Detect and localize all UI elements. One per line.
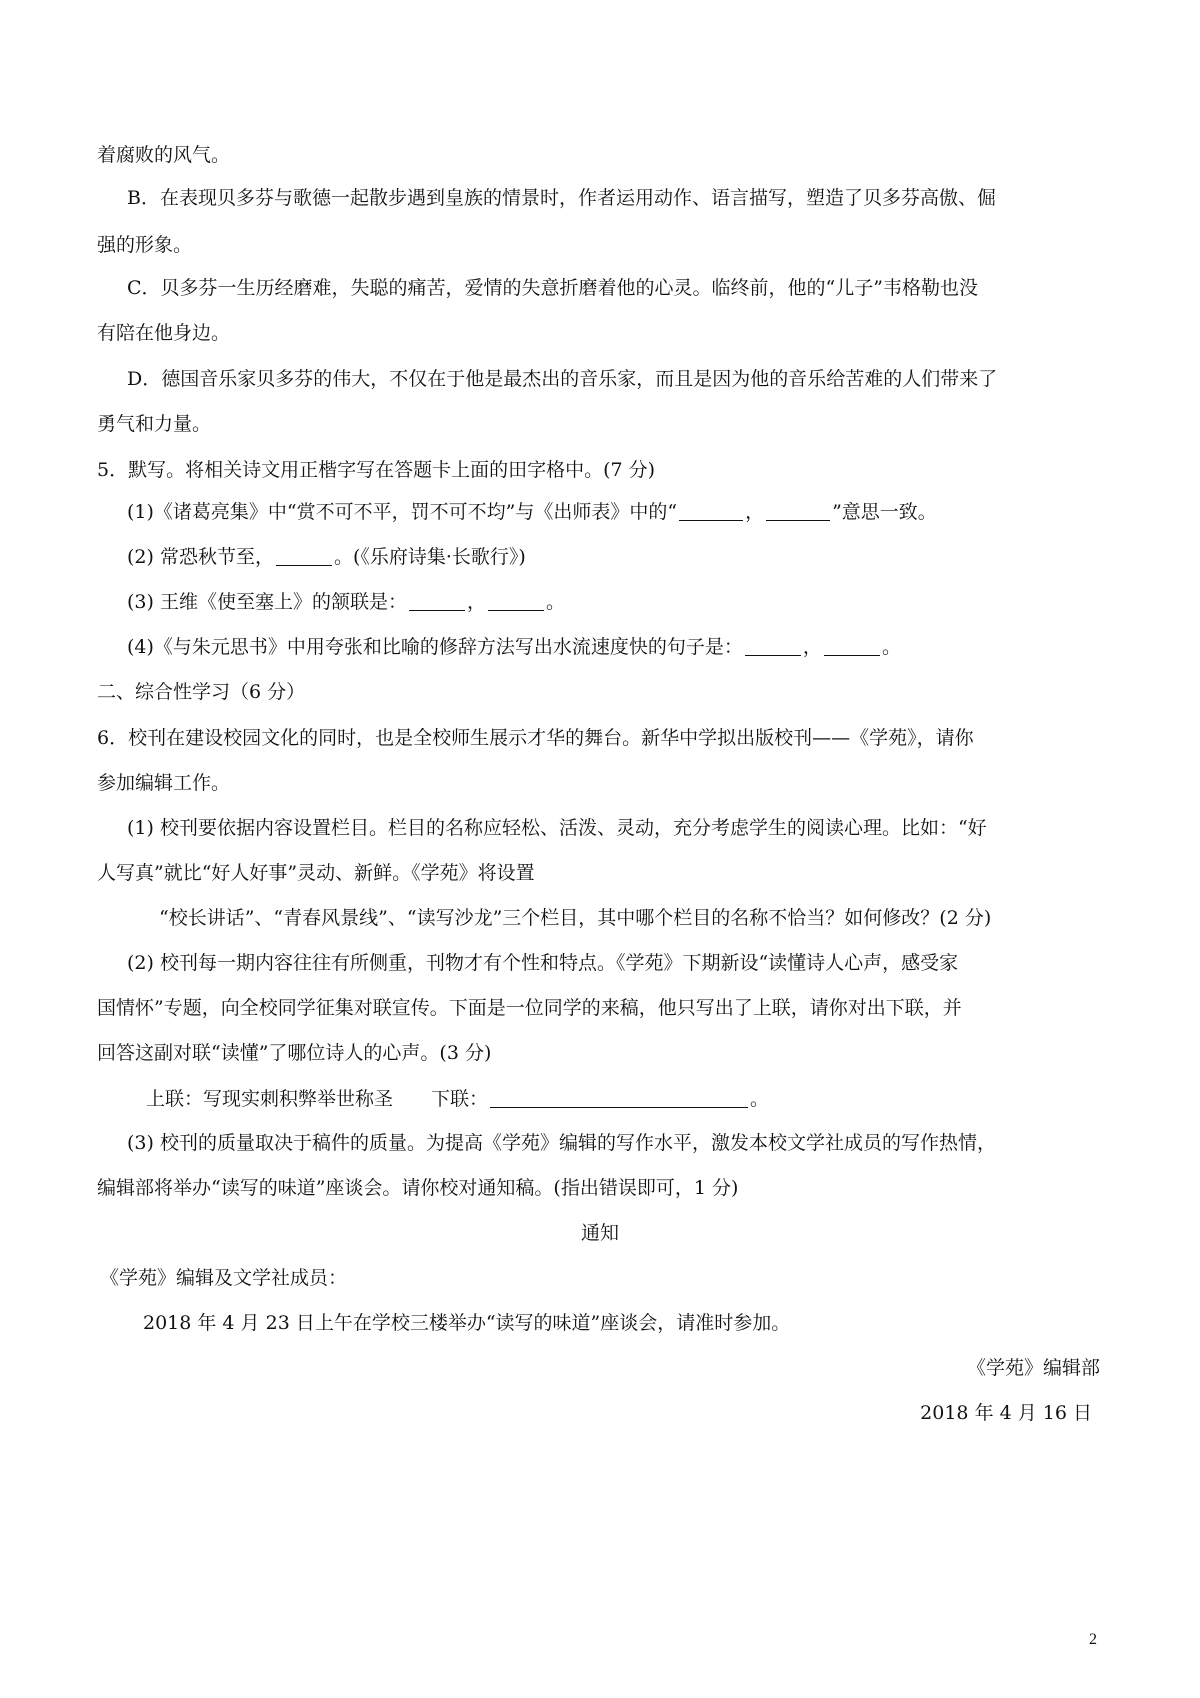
answer-blank[interactable] bbox=[276, 545, 332, 566]
text-segment: (4)《与朱元思书》中用夸张和比喻的修辞方法写出水流速度快的句子是： bbox=[127, 636, 743, 658]
notice-date: 2018 年 4 月 16 日 bbox=[920, 1402, 1092, 1424]
text-line: 参加编辑工作。 bbox=[97, 772, 231, 794]
text-line: 着腐败的风气。 bbox=[97, 144, 231, 166]
answer-blank[interactable] bbox=[679, 500, 743, 521]
text-segment: (1)《诸葛亮集》中“赏不可不平，罚不可不均”与《出师表》中的“ bbox=[127, 501, 678, 523]
question-5-2 bbox=[127, 545, 526, 569]
notice-signature: 《学苑》编辑部 bbox=[966, 1357, 1100, 1379]
answer-blank[interactable] bbox=[824, 635, 880, 656]
question-6-intro: 6．校刊在建设校园文化的同时，也是全校师生展示才华的舞台。新华中学拟出版校刊——《学苑》，请你 bbox=[97, 727, 974, 749]
notice-salutation: 《学苑》编辑及文学社成员： bbox=[100, 1267, 348, 1289]
text-segment: ”意思一致。 bbox=[832, 501, 937, 523]
option-b: B．在表现贝多芬与歌德一起散步遇到皇族的情景时，作者运用动作、语言描写，塑造了贝多芬高傲、倔 bbox=[127, 187, 996, 209]
text-line: 编辑部将举办“读写的味道”座谈会。请你校对通知稿。(指出错误即可，1 分) bbox=[97, 1177, 739, 1199]
question-5-heading: 5．默写。将相关诗文用正楷字写在答题卡上面的田字格中。(7 分) bbox=[97, 459, 656, 481]
text-line: 有陪在他身边。 bbox=[97, 322, 231, 344]
text-line: 人写真”就比“好人好事”灵动、新鲜。《学苑》将设置 bbox=[97, 862, 535, 884]
question-5-4 bbox=[127, 635, 901, 659]
answer-blank[interactable] bbox=[745, 635, 801, 656]
answer-blank[interactable] bbox=[488, 590, 544, 611]
notice-title: 通知 bbox=[580, 1222, 619, 1244]
text-segment: ， bbox=[466, 591, 486, 613]
question-5-3 bbox=[127, 590, 565, 614]
question-5-1 bbox=[127, 500, 937, 524]
text-line: 回答这副对联“读懂”了哪位诗人的心声。(3 分) bbox=[97, 1042, 492, 1064]
couplet-line bbox=[146, 1087, 769, 1111]
text-segment: 。 bbox=[881, 636, 901, 658]
text-segment: (3) 王维《使至塞上》的颔联是： bbox=[127, 591, 407, 613]
option-c: C．贝多芬一生历经磨难，失聪的痛苦，爱情的失意折磨着他的心灵。临终前，他的“儿子”韦格勒也没 bbox=[127, 277, 978, 299]
lower-couplet-blank[interactable] bbox=[490, 1087, 748, 1108]
upper-couplet: 上联：写现实刺积弊举世称圣 bbox=[146, 1088, 394, 1110]
text-segment: 。 bbox=[545, 591, 565, 613]
page-number: 2 bbox=[1089, 1631, 1097, 1648]
lower-couplet-label: 下联： bbox=[431, 1088, 489, 1110]
text-segment: (2) 常恐秋节至， bbox=[127, 546, 274, 568]
answer-blank[interactable] bbox=[766, 500, 830, 521]
text-segment: ， bbox=[802, 636, 822, 658]
text-line: 国情怀”专题，向全校同学征集对联宣传。下面是一位同学的来稿，他只写出了上联，请你对出下联，并 bbox=[97, 997, 962, 1019]
section-2-heading: 二、综合性学习（6 分） bbox=[97, 681, 306, 703]
text-segment: 。(《乐府诗集·长歌行》) bbox=[333, 546, 526, 568]
question-6-2: (2) 校刊每一期内容往往有所侧重，刊物才有个性和特点。《学苑》下期新设“读懂诗人心声，感受家 bbox=[127, 952, 959, 974]
text-line: “校长讲话”、“青春风景线”、“读写沙龙”三个栏目，其中哪个栏目的名称不恰当？如何修改？(2 分) bbox=[159, 907, 992, 929]
question-6-3: (3) 校刊的质量取决于稿件的质量。为提高《学苑》编辑的写作水平，激发本校文学社成员的写作热情， bbox=[127, 1132, 996, 1154]
question-6-1: (1) 校刊要依据内容设置栏目。栏目的名称应轻松、活泼、灵动，充分考虑学生的阅读心理。比如：“好 bbox=[127, 817, 987, 839]
text-line: 强的形象。 bbox=[97, 234, 193, 256]
option-d: D．德国音乐家贝多芬的伟大，不仅在于他是最杰出的音乐家，而且是因为他的音乐给苦难的人们带来了 bbox=[127, 368, 998, 390]
notice-body: 2018 年 4 月 23 日上午在学校三楼举办“读写的味道”座谈会，请准时参加。 bbox=[143, 1312, 791, 1334]
text-segment: 。 bbox=[750, 1088, 770, 1110]
text-segment: ， bbox=[745, 501, 765, 523]
text-line: 勇气和力量。 bbox=[97, 413, 212, 435]
answer-blank[interactable] bbox=[409, 590, 465, 611]
